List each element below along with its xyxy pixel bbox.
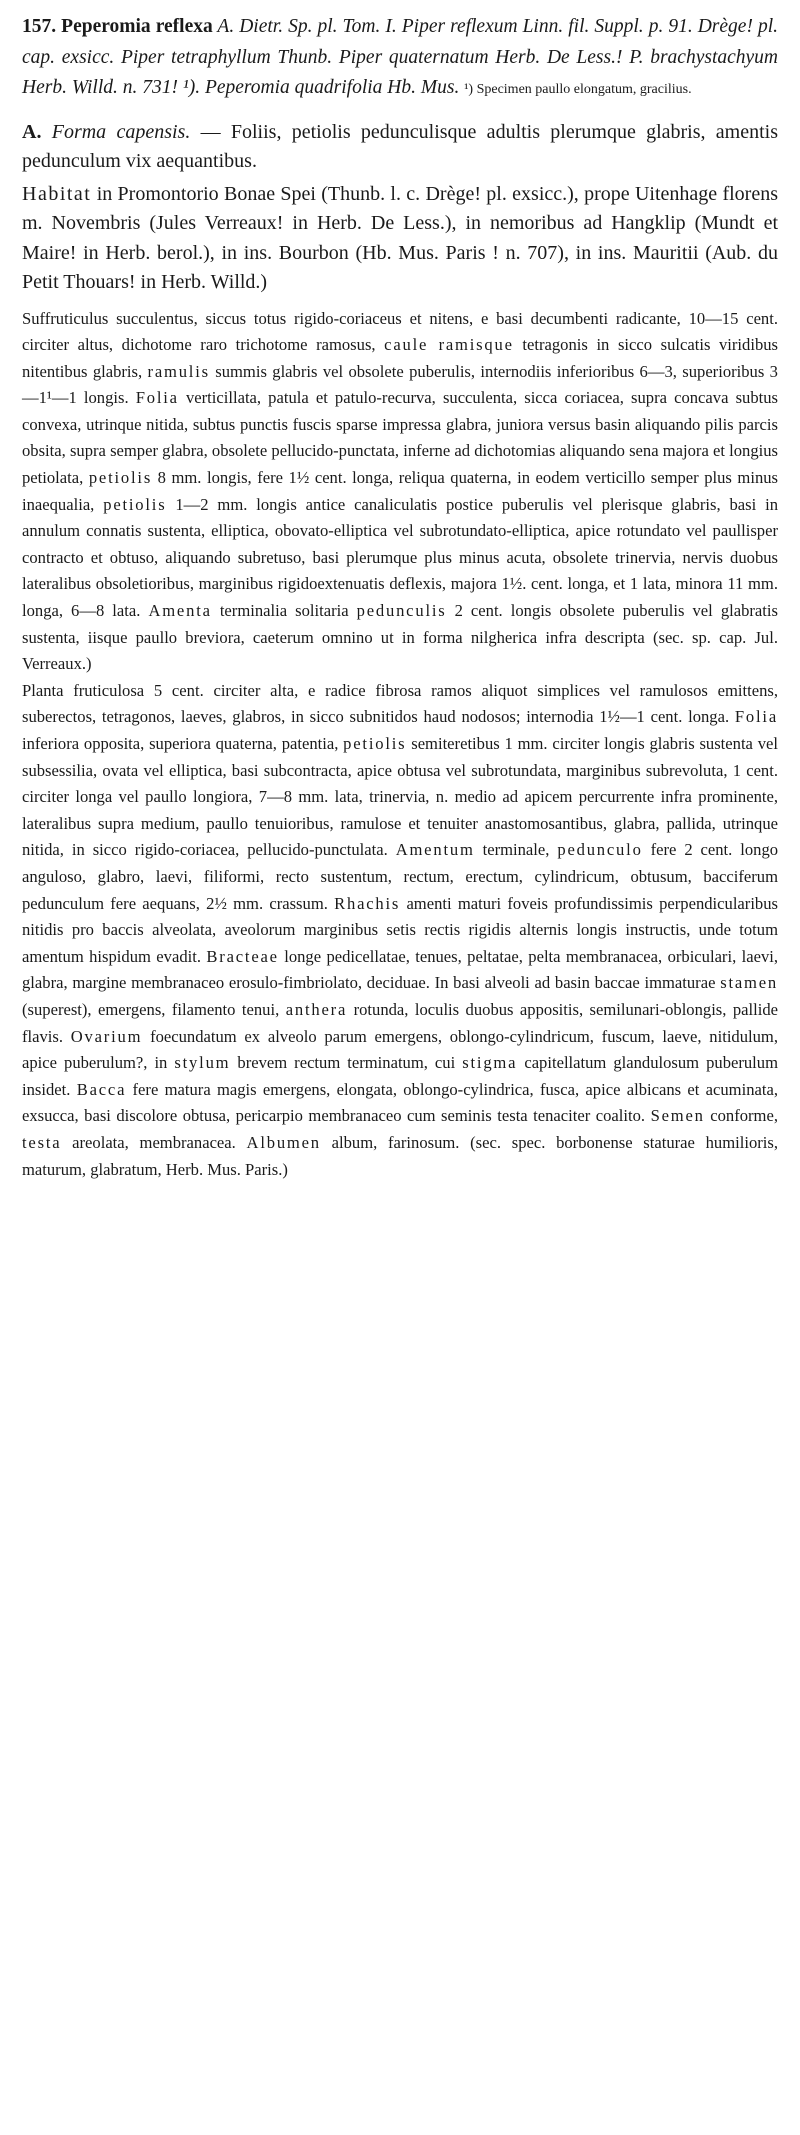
desc2-d: terminale, [482, 840, 550, 860]
desc2-h-term: anthera [285, 999, 348, 1019]
habitat-text: in Promontorio Bonae Spei (Thunb. l. c. Drège! pl. exsicc.), prope Uitenhage florens m. Novembris (Jules Verreaux! in Herb. De Less.), in nemoribus ad Hangklip (Mundt et Maire! in Herb. berol.), in ins. Bourbon (Hb. Mus. Paris ! n. 707), in ins. Mauritii (Aub. du Petit Thouars! in Herb. Willd.) [22, 182, 778, 293]
forma-paragraph [22, 118, 778, 177]
desc2-m-term: Semen [650, 1106, 705, 1126]
desc1-c-term: Folia [135, 388, 179, 408]
desc2-a: Planta fruticulosa 5 cent. circiter alta, e radice fibrosa ramos aliquot simplices vel ramulosos emittens, suberectos, tetragonos, laeves, glabros, in sicco subnitidos haud nodosos; internodia 1½—1 cent. longa. [22, 680, 778, 727]
desc1-e-term: petiolis [103, 494, 167, 514]
desc2-j: foecundatum ex alveolo parum emergens, oblongo-cylindricum, fuscum, laeve, nitidulum, apice puberulum?, in [22, 1026, 778, 1073]
desc2-g-term: stamen [720, 973, 778, 993]
desc2-l: capitellatum glandulosum puberulum insidet. [22, 1053, 779, 1099]
desc2-k: brevem rectum terminatum, cui [237, 1053, 456, 1073]
forma-diagnosis: — Foliis, petiolis pedunculisque adultis plerumque glabris, amentis pedunculum vix aequantibus. [22, 120, 779, 172]
desc2-b-term: petiolis [343, 734, 407, 753]
species-synonyms: Piper reflexum Linn. fil. Suppl. p. 91. Drège! pl. cap. exsicc. Piper tetraphyllum Thunb. Piper quaternatum Herb. De Less.! P. brachystachyum Herb. Willd. n. 731! ¹). Peperomia quadrifolia Hb. Mus. [22, 16, 779, 98]
desc2-b: inferiora opposita, superiora quaterna, patentia, [22, 734, 339, 753]
desc2-c-term: Amentum [395, 840, 475, 860]
species-heading [22, 12, 778, 106]
desc2-i-term: Ovarium [70, 1026, 143, 1046]
desc1-g: terminalia solitaria [219, 601, 349, 621]
desc2-n: conforme, [710, 1106, 778, 1126]
desc1-d-term: petiolis [88, 468, 153, 488]
desc1-a-term: caule ramisque [384, 335, 514, 355]
species-authority: A. Dietr. Sp. pl. Tom. I. [217, 16, 397, 37]
description-borbonense [22, 678, 778, 1183]
desc2-e-term: Rhachis [334, 893, 401, 913]
desc2-i: rotunda, loculis duobus appositis, semilunari-oblongis, pallide flavis. [22, 999, 779, 1046]
desc1-b-term: ramulis [147, 361, 210, 381]
desc1-c: summis glabris vel obsolete puberulis, internodiis inferioribus 6—3, superioribus 3—1¹—1 longis. [22, 361, 778, 408]
desc2-f: amenti maturi foveis profundissimis perpendicularibus nitidis pro baccis alveolata, aveolorum marginibus setis rectis rigidis alternis longis instructis, unde totum amentum hispidum evadit. [22, 893, 778, 966]
desc2-c: semiteretibus 1 mm. circiter longis glabris sustenta vel subsessilia, ovata vel elliptica, basi subcontracta, apice obtusa vel subrotundata, marginibus subrevoluta, 1 cent. circiter longa vel paullo longiora, 7—8 mm. lata, trinervia, n. medio ad apicem percurrente infra prominente, lateralibus supra medium, paullo tenuioribus, ramulose et tenuiter anastomosantibus, glabra, pallida, utrinque nitida, in sicco rigido-coriacea, pellucido-punctulata. [22, 734, 778, 860]
desc1-g-term: pedunculis [356, 601, 447, 621]
desc2-l-term: Bacca [76, 1079, 127, 1099]
desc1-f-term: Amenta [148, 601, 212, 621]
desc2-e: fere 2 cent. longo anguloso, glabro, laevi, filiformi, recto sustentum, rectum, erectum, cylindricum, obtusum, bacciferum pedunculum fere aequans, 2½ mm. crassum. [22, 840, 779, 913]
desc2-p: album, farinosum. (sec. spec. borbonense staturae humilioris, maturum, glabratum, Herb. Mus. Paris.) [22, 1132, 779, 1179]
desc2-j-term: stylum [174, 1053, 231, 1073]
desc2-n-term: testa [22, 1132, 62, 1152]
footnote: ¹) Specimen paullo elongatum, gracilius. [464, 82, 692, 97]
desc2-h: (superest), emergens, filamento tenui, [22, 999, 280, 1019]
desc1-f: 1—2 mm. longis antice canaliculatis postice puberulis vel plerisque glabris, basi in annulum connatis sustenta, elliptica, obovato-elliptica vel subrotundato-elliptica, apice rotundato vel paullisper contracto et obtuso, aliquando subretuso, basi plerumque plus minus acuta, obsolete trinervia, nervis duobus lateralibus obsoletioribus, marginibus rigidoextenuatis deflexis, majora 1½. cent. longa, et 1 lata, minora 11 mm. longa, 6—8 lata. [22, 494, 778, 621]
species-name: Peperomia reflexa [61, 16, 213, 37]
desc1-d: verticillata, patula et patulo-recurva, succulenta, sicca coriacea, supra concava subtus convexa, utrinque nitida, subtus punctis fuscis sparse impressa glabra, juniora versus basin aliquando pilis parcis obsita, supra semper glabra, obsolete pellucido-punctata, inferne ad dichotomias aliquando sena majora et longius petiolata, [22, 388, 778, 488]
description-capensis [22, 306, 778, 678]
habitat-paragraph [22, 180, 778, 298]
desc2-a-term: Folia [734, 707, 778, 727]
desc2-m: fere matura magis emergens, elongata, oblongo-cylindrica, fusca, apice albicans et acuminata, exsucca, basi discolore obtusa, pericarpio membranaceo cum seminis testa tenaciter coalito. [22, 1079, 778, 1126]
desc2-o-term: Albumen [246, 1132, 321, 1152]
desc1-h: 2 cent. longis obsolete puberulis vel glabratis sustenta, iisque paullo breviora, caeterum omnino ut in forma nilgherica infra descripta (sec. sp. cap. Jul. Verreaux.) [22, 601, 778, 674]
forma-letter: A. [22, 120, 42, 143]
desc1-e: 8 mm. longis, fere 1½ cent. longa, reliqua quaterna, in eodem verticillo semper plus minus inaequalia, [22, 468, 778, 514]
forma-name: Forma capensis. [51, 120, 191, 143]
desc1-a: Suffruticulus succulentus, siccus totus rigido-coriaceus et nitens, e basi decumbenti radicante, 10—15 cent. circiter altus, dichotome raro trichotome ramosus, [22, 308, 778, 355]
desc2-f-term: Bracteae [206, 946, 279, 966]
desc2-g: longe pedicellatae, tenues, peltatae, pelta membranacea, orbiculari, laevi, glabra, margine membranaceo erosulo-fimbriolato, deciduae. In basi alveoli ad basin baccae immaturae [22, 946, 779, 993]
desc1-b: tetragonis in sicco sulcatis viridibus nitentibus glabris, [22, 335, 779, 381]
desc2-d-term: pedunculo [557, 840, 643, 860]
habitat-label: Habitat [22, 182, 92, 205]
entry-number: 157. [22, 16, 57, 37]
desc2-o: areolata, membranacea. [72, 1132, 236, 1152]
desc2-k-term: stigma [462, 1053, 518, 1073]
